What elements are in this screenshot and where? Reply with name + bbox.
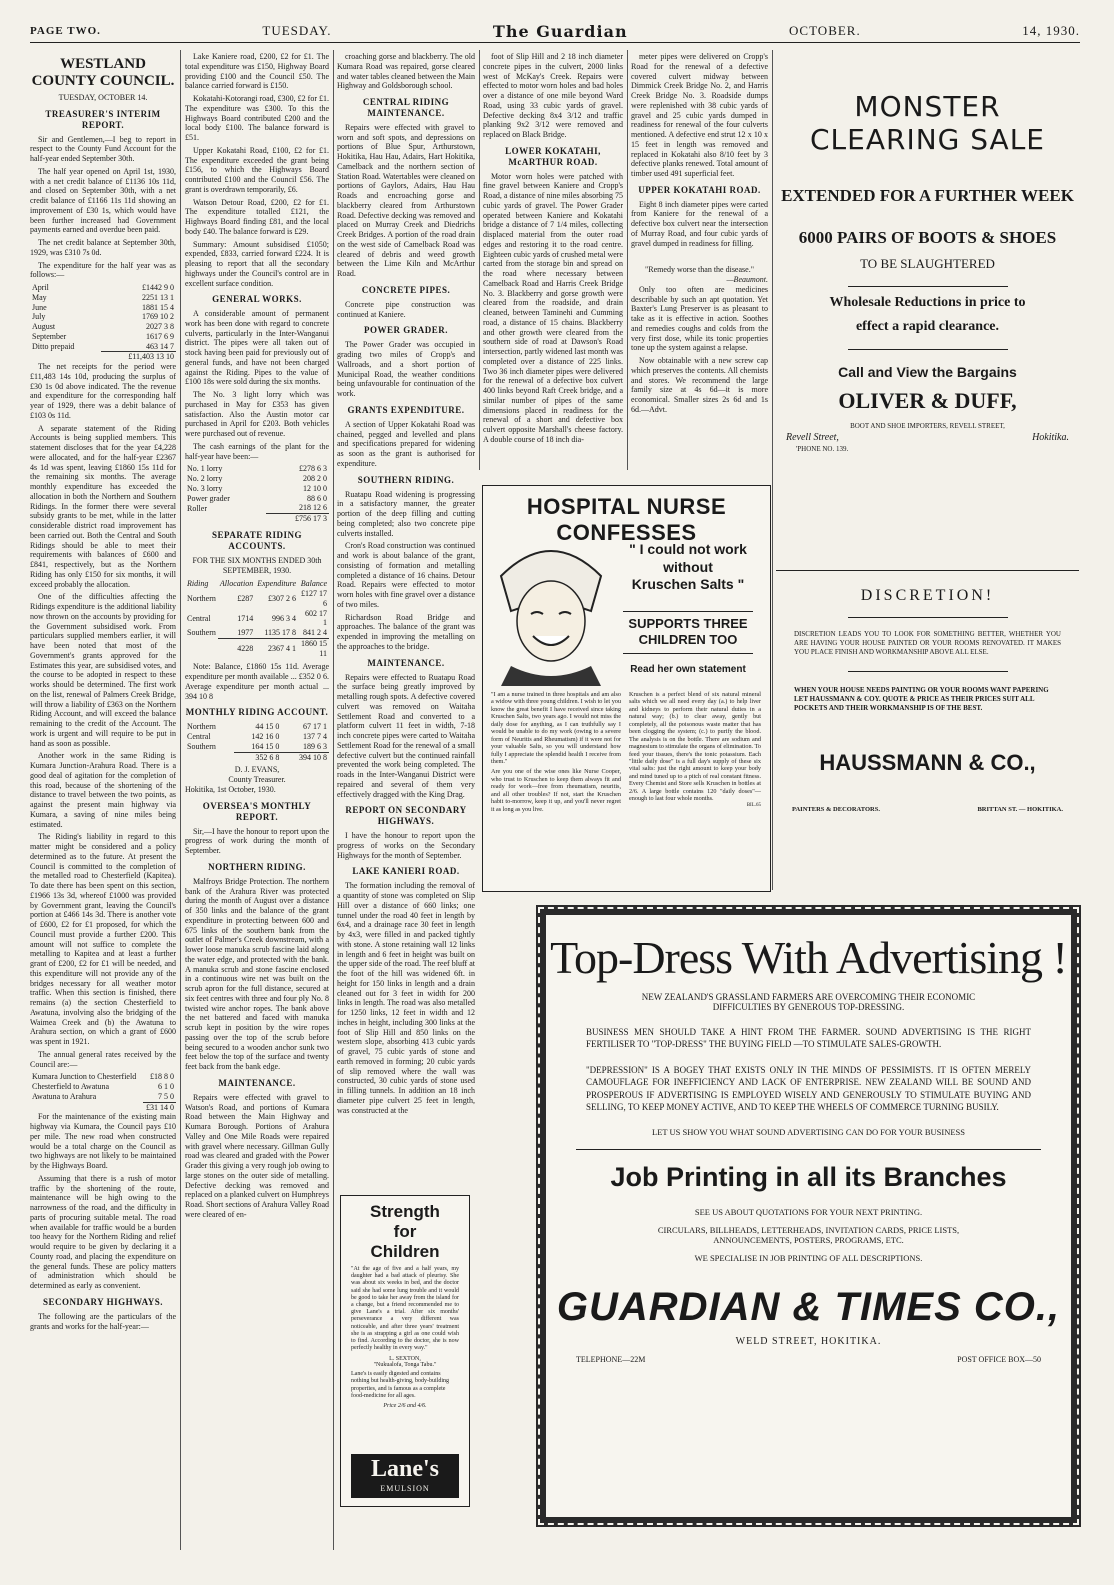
paragraph: meter pipes were delivered on Cropp's Road for the renewal of a defective covered culvert midway between Dimmick Creek Bridge No. 2, and Harris Creek Bridge No. 3. Roadside dumps were replenished with 38 cubic yards of gravel and 25 cubic yards dumped in readiness for renewal of the four culverts mentioned. A defective end strut 12 x 10 x 15 feet in length was removed and replaced in Kokatahi also 8/10 feet by 3 defective planks renewed. Total amount of timber used 491 superficial feet. [631, 52, 768, 178]
section-heading: LAKE KANIERI ROAD. [352, 866, 460, 877]
ad-subheading: 6000 PAIRS OF BOOTS & SHOES [798, 228, 1057, 247]
table-cell: 1135 17 8 [264, 628, 297, 638]
ad-paragraph: BUSINESS MEN SHOULD TAKE A HINT FROM THE FARMER. SOUND ADVERTISING IS THE RIGHT FERTILISER TO "TOP-DRESS" THE BUYING FIELD —TO STIMULATE SALES-GROWTH. [586, 1027, 1031, 1050]
table-cell: Chesterfield to Awatuna [32, 1082, 110, 1092]
table-cell: Northern [187, 722, 216, 732]
section-heading: CONCRETE PIPES. [361, 284, 451, 295]
table-cell: 142 16 0 [251, 732, 280, 742]
ad-contact [576, 1355, 1041, 1364]
section-heading: GENERAL WORKS. [212, 294, 302, 305]
ad-heading: for [393, 1222, 417, 1241]
paragraph: Repairs were effected to Ruatapu Road the surface being greatly improved by metalling rough spots. A defective covered culvert was removed on Waitaha Settlement Road and converted to a platform culvert 11 feet in width, 7-18 inch concrete pipes were carted to Waitaha Settlement Road for the renewal of a small defective culvert but the continued rainfall prevented the work being completed. The roads in the Inter-Wanganui District were repaired and several of them very effectively dragged with the King Drag. [337, 672, 475, 799]
paragraph: "I am a nurse trained in three hospitals and am also a widow with three young children. I wish to let you know the great benefit I have received since taking Kruschen Salts, two years ago. I would not miss the daily dose for anything, as I can truthfully say I would be unable to do my work (owing to a severe form of Neuritis and Rheumatism) if it were not for your valuable Salts, so you will understand how fully I appreciate the splendid health I receive from them." [491, 691, 621, 765]
table-cell: 12 10 0 [303, 483, 327, 493]
column-5 [631, 52, 768, 472]
section-heading: OVERSEA'S MONTHLY REPORT. [202, 800, 312, 822]
paragraph: The cash earnings of the plant for the half-year have been:— [185, 441, 329, 461]
ad-street: Revell Street, [786, 432, 839, 443]
paragraph: The annual general rates received by the Council are:— [30, 1049, 176, 1069]
paragraph: Cron's Road construction was continued and work is about balance of the grant, consisting of formation and metalling completed a distance of 16 chains. Detour Road. Repairs were effected to motor worn holes with fine gravel over a distance of two miles. [337, 541, 475, 609]
table-cell: Central [187, 613, 211, 623]
table-cell: 2027 3 8 [146, 322, 174, 332]
table-cell: 463 14 7 [146, 341, 174, 351]
table-total: 352 6 8 [234, 752, 282, 762]
paragraph: Assuming that there is a rush of motor traffic by the shortening of the route, maintenance will be high owing to the narrowness of the road, and the difficulty in parts of procuring suitable metal. The road when available for traffic would be a burden too heavy for the Northern Riding and relief would require to be given by declaring it a County road, and placing the expenditure on the general funds. These are policy matters of administration which should be determined as early as convenient. [30, 1173, 176, 1291]
table-cell: Roller [187, 503, 207, 513]
quotation-author: —Beaumont. [726, 275, 768, 285]
ad-body: DISCRETION LEADS YOU TO LOOK FOR SOMETHING BETTER, WHETHER YOU ARE HAVING YOUR HOUSE PAINTED OR YOUR ROOMS RENOVATED. IT MAKES YOU PLACE FINISH AND WORKMANSHIP ABOVE ALL ELSE. [794, 630, 1061, 657]
table-cell: No. 2 lorry [187, 474, 223, 484]
table-cell: 1714 [237, 613, 254, 623]
paragraph: The formation including the removal of a quantity of stone was completed on Slip Hill over a distance of 660 links; one tunnel under the road 40 feet in length by 6x4, and a drainage race 30 feet in length by 4x3, were filled in and packed tightly with stone. A stone retaining wall 12 links in length and 6 feet in height was built on the upper side of the road. The reef bluff at the foot of the hill was widened 6ft. in height for 150 links in length and a drain cleaned out for 3 feet in width for 200 links in length. The road was also metalled for 1250 links, 12 feet in width and 12 inches in height, including 300 links at the foot of Slip Hill and 850 links on the western slope, absorbing 413 cubic yards of gravel, 75 cubic yards of stone and earth removed in forming; 20 cubic yards of slip removed where the wall was constructed, 30 cubic yards of stone used in filling tunnels. In addition an 18 inch diameter pipe culvert 25 feet in length, was constructed at the [337, 881, 475, 1115]
paragraph: The expenditure for the half year was as follows:— [30, 260, 176, 280]
ad-quote-line: Kruschen Salts " [631, 576, 745, 592]
monthly-riding-table [185, 722, 329, 762]
table-cell: June [32, 302, 47, 312]
paragraph: Summary: Amount subsidised £1050; expended, £833, carried forward £224. It is pleasing to report that all the secondary highways under the Council's control are in excellent surface condition. [185, 239, 329, 288]
newspaper-title: The Guardian [492, 21, 628, 41]
ad-support [623, 611, 753, 654]
section-heading: REPORT ON SECONDARY HIGHWAYS. [345, 805, 467, 827]
signature-title: County Treasurer. [228, 775, 286, 785]
table-cell: £1442 9 0 [142, 283, 174, 293]
nurse-portrait-icon [491, 536, 611, 686]
table-row [185, 589, 329, 609]
ad-telephone: TELEPHONE—22M [576, 1354, 646, 1364]
ad-quote-line: " I could not work [629, 541, 747, 557]
table-row [185, 742, 329, 752]
ad-line: LET US SHOW YOU WHAT SOUND ADVERTISING CAN DO FOR YOUR BUSINESS [652, 1126, 965, 1137]
dateline: TUESDAY, OCTOBER 14. [58, 93, 148, 102]
paragraph: One of the difficulties affecting the Ridings expenditure is the additional liability now thrown on the accounts by providing for the Government subsidised work. From particulars supplied members earlier, it will have been noted that most of the Government's grants approved for the Estimates this year, are subsidised votes, and the course to be adopted in respect to these works should be determined. The first work on the list, renewal of Palmers Creek Bridge, will throw a liability of £363 on the Northern Riding Account, and will exceed the balance remaining to the credit of the Account. The work is urgent and will require to be put in hand as soon as possible. [30, 592, 176, 748]
paragraph: The net credit balance at September 30th, 1929, was £310 7s 0d. [30, 238, 176, 257]
masthead-day: TUESDAY. [262, 23, 332, 38]
table-row [30, 322, 176, 332]
table-cell: Ditto prepaid [32, 341, 75, 351]
table-row [30, 1072, 176, 1082]
table-cell: Kumara Junction to Chesterfield [32, 1072, 137, 1082]
paragraph: Lake Kaniere road, £200, £2 for £1. The total expenditure was £150, Highway Board providing £100 and the Council £50. The balance carried forward is £150. [185, 52, 329, 91]
ad-firm: HAUSSMANN & CO., [819, 749, 1036, 775]
brand-name: Lane's [370, 1456, 439, 1482]
table-row [30, 312, 176, 322]
ad-body: Lane's is easily digested and contains nothing but health-giving, body-building properties, and is famous as a complete food-medicine for all ages. [351, 1371, 449, 1399]
ad-line: SEE US ABOUT QUOTATIONS FOR YOUR NEXT PRINTING. [694, 1206, 923, 1217]
ad-heading: Strength [370, 1202, 440, 1221]
lanes-brand [351, 1454, 459, 1498]
table-cell: 602 17 1 [305, 608, 327, 628]
paragraph: Ruatapu Road widening is progressing in a satisfactory manner, the greater portion of the deep filling and cutting being completed; also two concrete pipe culverts installed. [337, 489, 475, 538]
masthead-month: OCTOBER. [789, 23, 861, 38]
paragraph: Sir and Gentlemen,—I beg to report in respect to the County Fund Account for the half-year ended September 30th. [30, 134, 176, 164]
paragraph: Eight 8 inch diameter pipes were carted from Kaniere for the renewal of a defective box culvert near the intersection of Murray Road, and four cubic yards of gravel dumped in readiness for filling. [631, 199, 768, 248]
ad-support-line: CHILDREN TOO [638, 632, 738, 648]
ad-footer-right: BRITTAN ST. — HOKITIKA. [977, 805, 1063, 813]
ad-heading: HOSPITAL NURSE CONFESSES [526, 494, 727, 545]
table-cell: Southern [187, 742, 216, 752]
paragraph: The Power Grader was occupied in grading two miles of Cropp's and Wallroads, and a short portion of Municipal Road, the weather conditions being unfavourable for continuation of the work. [337, 340, 475, 399]
ad-address [786, 432, 1069, 443]
table-cell: September [32, 331, 67, 341]
brand-sub: EMULSION [380, 1484, 430, 1493]
masthead [30, 20, 1080, 43]
table-total-row [185, 514, 329, 524]
paragraph: The net receipts for the period were £11,483 14s 10d, producing the surplus of £30 1s 0d above indicated. The the revenue and expenditure for the corresponding half year of 1929, there was a debit balance of £103 0s 11d. [30, 362, 176, 420]
lanes-emulsion-ad [340, 1195, 470, 1507]
paragraph: Another work in the same Riding is Kumara Junction-Arahura Road. There is a good deal of agitation for the completion of this road, because of the shortening of the distance to travel between the two points, as against the present main highway via Kumara, a saving of nine miles being estimated. [30, 751, 176, 829]
paragraph: Watson Detour Road, £200, £2 for £1. The expenditure totalled £121, the Highways Board finding £81, and the local body £40. The balance forward is £29. [185, 197, 329, 236]
column-2 [185, 52, 329, 1552]
table-total-row [30, 352, 176, 362]
section-subheading: FOR THE SIX MONTHS ENDED 30th SEPTEMBER, 1930. [192, 555, 322, 575]
haussmann-ad [776, 570, 1079, 871]
column-4 [483, 52, 623, 472]
table-row [185, 503, 329, 513]
section-heading: SECONDARY HIGHWAYS. [42, 1296, 164, 1307]
ad-line: effect a rapid clearance. [855, 319, 1000, 334]
ad-line: Call and View the Bargains [838, 364, 1017, 380]
paragraph: Kokatahi-Kotorangi road, £300, £2 for £1. The expenditure was £300. To this the Highways Board contributed £200 and the local body £100. The balance forward is £51. [185, 94, 329, 142]
table-total-row [185, 638, 329, 658]
table-cell: Awatuna to Arahura [32, 1092, 97, 1102]
table-cell: 2251 13 1 [142, 292, 174, 302]
page-number: PAGE TWO. [30, 25, 101, 37]
table-total-row [185, 752, 329, 762]
section-heading: POWER GRADER. [363, 325, 448, 336]
table-row [185, 464, 329, 474]
table-total: 4228 [218, 638, 255, 658]
section-heading: SOUTHERN RIDING. [357, 474, 455, 485]
ad-place: "Nukualofa, Tonga Tabu." [373, 1362, 437, 1369]
paragraph: Repairs were effected with gravel to Watson's Road, and portions of Kumara Road between the Main Highway and Kumara Borough. Portions of Arahura Valley and One Mile Roads were repaired with gravel where necessary. Gillman Gully road was cleared and graded with the Power Grader this giving a very rough job owing to large stones on the outer side of metalling. Defective decking was removed and replaced on a planked culvert on Humphreys Road. Short sections of Arahura Valley Road were cleared of en- [185, 1092, 329, 1219]
signature-date: Hokitika, 1st October, 1930. [185, 784, 276, 794]
table-cell: August [32, 322, 56, 332]
ad-heading: Children [370, 1242, 440, 1261]
table-cell: 164 15 0 [251, 741, 280, 751]
table-row [185, 628, 329, 638]
divider [848, 349, 1008, 350]
ad-firm: GUARDIAN & TIMES CO., [556, 1284, 1061, 1329]
table-row [185, 722, 329, 732]
table-cell: Southern [187, 628, 216, 638]
column-1 [30, 52, 176, 1552]
section-heading: MAINTENANCE. [367, 657, 445, 668]
column-rule [479, 50, 480, 470]
table-cell: 208 2 0 [303, 474, 327, 484]
paragraph: A separate statement of the Riding Accounts is being supplied members. This statement discloses that for the year £4,228 were allocated, and for the half-year £2367 4s 1d was spent, leaving £1860 15s 11d for the remaining six months. The average monthly expenditure has exceeded the allocation in both the Northern and Southern Ridings. In the former there were several subsidy grants to be met, while in the latter considerable district road improvement has been carried out. Both the Central and South Ridings should be able to meet their requirements with balances of £600 and £841, respectively, but as the Northern Riding has only £150 for six months, it will exceed probably the allocation. [30, 423, 176, 589]
divider [848, 671, 1008, 672]
table-row [185, 494, 329, 504]
paragraph: Kruschen is a perfect blend of six natural mineral salts which we all need every day (a.) to help liver and kidneys to perform their natural duties in a natural way; (b.) to clear away, gently but completely, all the poisonous waste matter that has been clogging the system; (c.) to purify the blood. The analysis is on the bottle. There are sodium and magnesium to stimulate the organs of elimination. To feed your tissues, there's the tonic potassium. Each "little daily dose" is a full day's supply of these six vital salts: just the right amount to keep your body and mind tuned up to a pitch of real constant fitness. Every Chemist and Store sells Kruschen in bottles at 2/6. A large bottle contains 120 "daily doses"—enough to last four whole months. [629, 691, 762, 803]
ad-read-statement: Read her own statement [630, 664, 746, 675]
section-heading: LOWER KOKATAHI, McARTHUR ROAD. [505, 145, 601, 167]
column-rule [333, 50, 334, 1550]
table-row [185, 732, 329, 742]
table-row [30, 303, 176, 313]
table-total: £756 17 3 [266, 514, 329, 524]
section-heading: CENTRAL RIDING MAINTENANCE. [362, 97, 450, 118]
ad-po-box: POST OFFICE BOX—50 [957, 1354, 1041, 1364]
table-cell: £307 2 6 [268, 594, 297, 604]
table-row [30, 293, 176, 303]
table-row [185, 609, 329, 629]
ad-firm: OLIVER & DUFF, [838, 388, 1017, 413]
paragraph: Richardson Road Bridge and approaches. The balance of the grant was expended in improving the metalling on the approaches to the bridge. [337, 612, 475, 651]
ad-footer-left: PAINTERS & DECORATORS. [792, 805, 880, 813]
table-cell: No. 3 lorry [187, 483, 223, 493]
ad-body: "At the age of five and a half years, my daughter had a bad attack of pleurisy. She was about six weeks in bed, and the doctor said she had some lung trouble and it would be good to take her away from the island for a change, but a friend recommended me to give Lane's a trial. After six months' perseverance a very different was noticeable, and after three years' treatment she is as strapping a girl as one could wish to find. According to the doctor, she is now perfectly healthy in every way." [351, 1266, 459, 1352]
table-row [30, 283, 176, 293]
riding-accounts-table [185, 579, 329, 658]
paragraph: The following are the particulars of the grants and works for the half-year:— [30, 1311, 176, 1331]
paragraph: croaching gorse and blackberry. The old Kumara Road was repaired, gorse cleared and water tables cleaned between the Main Highway and Goldsborough school. [337, 52, 475, 91]
table-total: £31 14 0 [143, 1102, 176, 1112]
ad-heading: Top-Dress With Advertising ! [550, 932, 1067, 983]
table-cell: 996 3 4 [272, 613, 297, 623]
ad-line: BOOT AND SHOE IMPORTERS, REVELL STREET, [850, 422, 1005, 430]
table-cell: April [32, 283, 49, 293]
paragraph: Concrete pipe construction was continued at Kaniere. [337, 299, 475, 319]
table-cell: 1881 15 4 [142, 302, 174, 312]
clearing-sale-ad [776, 52, 1079, 557]
table-cell: £18 8 0 [150, 1072, 174, 1082]
ad-price: Price 2/6 and 4/6. [383, 1403, 427, 1409]
table-cell: 218 12 6 [299, 503, 327, 513]
ad-subheading: EXTENDED FOR A FURTHER WEEK [781, 186, 1074, 205]
table-row [185, 474, 329, 484]
ad-signature: L. SEXTON, [389, 1356, 421, 1363]
table-row [30, 332, 176, 342]
paragraph: A section of Upper Kokatahi Road was chained, pegged and levelled and plans and specifications prepared for widening as soon as the grant is authorised for expenditure. [337, 419, 475, 468]
paragraph: Motor worn holes were patched with fine gravel between Kaniere and Cropp's Road, a distance of nine miles absorbing 75 cubic yards of gravel. The Power Grader operated between Kaniere and Kokatahi bridge a distance of 7 1/4 miles, collecting displaced material from the outer road edges and restoring it to the road centre. Eighteen cubic yards of crushed metal were carted from the storage bin and spread on the road where necessary between Camelback Road and Harris Creek Bridge No. 3. Blackberry and gorse growth were cleared from the roadside, and drain cleaned, between Taminehi and Cumming road, a distance of 15 chains. Blackberry and other growth were cleared from the southern side of road at Dawson's Road intersection, partly widened last month was completed over a distance of 225 links. Two 36 inch diameter pipes were delivered for the renewal of a defective box culvert 400 links beyond Raft Creek bridge, and a similar number of pipes of the same dimensions placed in readiness for the renewal of a short and defective box culvert opposite Marshall's cheese factory. A double course of 18 inch dia- [483, 171, 623, 444]
table-header: Allocation [219, 579, 254, 589]
section-heading: TREASURER'S INTERIM REPORT. [45, 108, 161, 130]
column-rule [772, 50, 773, 890]
table-cell: £127 17 6 [301, 589, 327, 608]
ad-subheading: DIFFICULTIES BY GENEROUS TOP-DRESSING. [712, 1002, 905, 1012]
table-cell: 6 1 0 [158, 1082, 174, 1092]
paragraph: Now obtainable with a new screw cap which preserves the contents. All chemists and stores. We recommend the large family size at 4s 6d—it is more economical. Smaller sizes 2s 6d and 1s 6d.—Advt. [631, 356, 768, 414]
table-cell: Power grader [187, 493, 230, 503]
table-row [30, 342, 176, 352]
kruschen-ad [482, 485, 771, 892]
ad-phone: 'PHONE NO. 139. [796, 445, 849, 453]
section-heading: NORTHERN RIDING. [208, 861, 306, 872]
table-header: Balance [300, 579, 327, 589]
paragraph: Repairs were effected with gravel to worn and soft spots, and depressions on portions of Blue Spur, Arthurstown, Hokitika, Hau Hau, Adairs, Hart Hokitika, Camelback and the northern section of Station Road. Watertables were cleaned on portions of Gaylors, Adairs, Hau Hau Roads and encroaching gorse and blackberry cleared from Arthurstown Road. Defective decking was removed and placed on Murray Creek and Diedrichs Creek Bridges. A portion of the road drain on the west side of Camelback Road was cleared of debris and weed growth between the Lime Kiln and McArthur Road. [337, 122, 475, 279]
section-heading: MAINTENANCE. [218, 1077, 296, 1088]
table-cell: 88 6 0 [307, 493, 327, 503]
table-total: 394 10 8 [281, 752, 329, 762]
table-cell: July [32, 312, 46, 322]
column-rule [180, 50, 181, 1550]
paragraph: Are you one of the wise ones like Nurse Cooper, who trust to Kruschen to keep them always fit and ready for work—free from rheumatism, neuritis, and all other troubles? If not, start the Kruschen habit to-morrow, keep it up, and you'll never regret it as long as you live. [491, 768, 621, 813]
ad-heading: MONSTER [854, 90, 1001, 123]
table-cell: 44 15 0 [255, 722, 280, 732]
ad-line: ANNOUNCEMENTS, POSTERS, PROGRAMS, ETC. [713, 1234, 904, 1245]
column-rule [627, 50, 628, 470]
table-cell: 67 17 1 [303, 722, 327, 732]
ad-paragraph: "DEPRESSION" IS A BOGEY THAT EXISTS ONLY IN THE MINDS OF PESSIMISTS. IT IS OFTEN MERELY CAMOUFLAGE FOR INEFFICIENCY AND LACK OF ENTERPRISE. NEW ZEALAND WILL BE SOUND AND PROSPEROUS IF ADVERTISING IS EMPLOYED WISELY AND GENEROUSLY TO STIMULATE BUYING AND SELLING, TO KEEP MONEY ACTIVE, AND TO KEEP THE WHEELS OF COMMERCE TURNING BUSILY. [586, 1065, 1031, 1112]
section-heading: MONTHLY RIDING ACCOUNT. [185, 707, 329, 718]
paragraph: I have the honour to report upon the progress of works on the Secondary Highways for the month of September. [337, 831, 475, 860]
table-row [30, 1092, 176, 1102]
table-total: 1860 15 11 [298, 638, 329, 658]
ad-town: Hokitika. [1032, 432, 1069, 443]
table-cell: £278 6 3 [299, 464, 327, 474]
ad-line: CIRCULARS, BILLHEADS, LETTERHEADS, INVITATION CARDS, PRICE LISTS, [657, 1224, 960, 1235]
signature-name: D. J. EVANS, [234, 765, 280, 775]
ad-line: WE SPECIALISE IN JOB PRINTING OF ALL DESCRIPTIONS. [694, 1252, 923, 1263]
table-cell: £287 [237, 594, 254, 604]
ad-body-left [491, 691, 621, 813]
ad-code: BIL.65 [746, 802, 761, 808]
table-row [185, 484, 329, 494]
table-total: £11,403 13 10 [101, 352, 176, 362]
divider [848, 617, 1008, 618]
table-header: Expenditure [257, 579, 297, 589]
ad-body: WHEN YOUR HOUSE NEEDS PAINTING OR YOUR ROOMS WANT PAPERING LET HAUSSMANN & COY. QUOTE & PRICE AS THEIR PRICES SUIT ALL POCKETS AND THEIR WORKMANSHIP IS OF THE BEST. [794, 686, 1049, 713]
paragraph: A considerable amount of permanent work has been done with regard to concrete culverts, particularly in the Inter-Wanganui district. The pipes were all taken out of stock having been paid for previously out of general funds, and have not been charged against the Riding. Pipes to the value of £100 18s were sold during the six months. [185, 309, 329, 387]
divider [848, 286, 1008, 287]
ad-support-line: SUPPORTS THREE [628, 616, 748, 631]
paragraph: The No. 3 light lorry which was purchased in May for £353 has given satisfaction. Also the Austin motor car purchased in April for £203. Both vehicles were purchased out of revenue. [185, 390, 329, 439]
table-cell: 7 5 0 [158, 1091, 174, 1101]
table-cell: Central [187, 732, 211, 742]
quotation: "Remedy worse than the disease." [645, 265, 754, 275]
expenditure-table [30, 283, 176, 362]
ad-line: TO BE SLAUGHTERED [860, 256, 995, 271]
ad-quote-line: without [663, 558, 713, 575]
plant-earnings-table [185, 464, 329, 524]
table-header-row [185, 579, 329, 589]
paragraph: foot of Slip Hill and 2 18 inch diameter concrete pipes in the culvert, 2000 links west of McKay's Creek. Repairs were effected to motor worn holes and bad holes over a distance of one mile beyond Ward Road, using 33 cubic yards of gravel. Defective decking 8x4 3/12 and traffic planking 9x2 3/12 were removed and replaced on Black Bridge. [483, 52, 623, 139]
ad-quote [613, 541, 763, 594]
section-heading: SEPARATE RIDING ACCOUNTS. [212, 529, 302, 551]
ad-subheading: NEW ZEALAND'S GRASSLAND FARMERS ARE OVERCOMING THEIR ECONOMIC [641, 992, 976, 1002]
table-cell: 1977 [237, 628, 254, 638]
ad-address: WELD STREET, HOKITIKA. [735, 1335, 882, 1347]
paragraph: For the maintenance of the existing main highway via Kumara, the Council pays £10 per mile. The new road when constructed would be a total charge on the Council as two highways are not likely to be maintained by the Highways Board. [30, 1112, 176, 1171]
ad-line: Wholesale Reductions in price to [829, 295, 1026, 310]
ad-footer [792, 806, 1063, 813]
paragraph: Upper Kokatahi Road, £100, £2 for £1. The expenditure exceeded the grant being £156, to which the Highways Board contributed £100 and the Council £56. The grant is overdrawn temporarily, £6. [185, 145, 329, 194]
table-cell: No. 1 lorry [187, 464, 223, 474]
ad-heading: DISCRETION! [860, 587, 995, 604]
rates-table [30, 1072, 176, 1112]
paragraph: The half year opened on April 1st, 1930, with a net credit balance of £1136 10s 11d, and closed on September 30th, with a net credit balance of £1166 11s 11d showing an improvement of £30 1s, which would have been further increased had Government payments earned and overdue been paid. [30, 166, 176, 235]
table-cell: 137 7 4 [303, 732, 327, 742]
table-cell: 1617 6 9 [146, 331, 174, 341]
table-header: Riding [187, 579, 209, 589]
guardian-times-ad [536, 905, 1081, 1527]
table-cell: Northern [187, 594, 216, 604]
table-cell: 841 2 4 [303, 628, 327, 638]
table-cell: May [32, 292, 47, 302]
ad-heading: Job Printing in all its Branches [610, 1161, 1007, 1192]
table-row [30, 1082, 176, 1092]
table-total-row [30, 1102, 176, 1112]
column-3 [337, 52, 475, 1192]
paragraph: Sir,—I have the honour to report upon the progress of work during the month of September. [185, 826, 329, 856]
paragraph: Only too often are medicines describable by such an apt quotation. Yet Baxter's Lung Preserver is as pleasant to take as it is effective in action. Soothes and remedies coughs and colds from the very first dose, while its tonic properties tone up the system against a relapse. [631, 284, 768, 353]
table-cell: 1769 10 2 [142, 312, 174, 322]
section-heading: UPPER KOKATAHI ROAD. [638, 184, 761, 195]
section-heading: GRANTS EXPENDITURE. [347, 404, 465, 415]
masthead-date: 14, 1930. [1022, 23, 1080, 38]
paragraph: Malfroys Bridge Protection. The northern bank of the Arahura River was protected during the month of August over a distance of 350 links and the balance of the grant expenditure in protecting between 600 and 675 links of the southern bank from the outlet of Palmer's Creek downstream, with a lower loose manuka scrub fascine laid along the water edge, and protected with the bank. A manuka scrub and stone fascine enclosed in a continuous wire net was built on the scrub apron for the full distance, secured at six feet centres with three and four ply No. 8 twisted wire anchor ropes. The bank above the net battered and faced with manuka scrub kept in position by the wire ropes passing over the top of the scrub before being secured to a wooden anchor sunk two feet below the top of the surface and twenty feet back from the bank edge. [185, 876, 329, 1072]
ad-body-right [629, 691, 761, 809]
table-total: 2367 4 1 [255, 638, 298, 658]
paragraph: Note: Balance, £1860 15s 11d. Average expenditure per month available ... £352 0 6. Average expenditure per month actual ... 394 10 8 [185, 662, 329, 701]
divider [576, 1149, 1041, 1150]
table-cell: 189 6 3 [303, 741, 327, 751]
article-heading: WESTLAND COUNTY COUNCIL. [31, 56, 175, 89]
paragraph: The Riding's liability in regard to this matter might be considered and a policy determined as to the future. At present the Council is committed to the completion of the metalled road to Chesterfield (Kapitea). To date there has been spent on this section, £1966 13s 3d, whereof £1000 was provided by Government grant, leaving the Council's portion at £466 14s 3d. There is another vote of £600, £2 for £1 proposed, for which the Council must provide a further £200. This amount will not suffice to complete the metalling to Kapitea and at least a further grant of £200, £2 for £1 will be needed, and this expenditure will not provide any of the bridges necessary for all weather motor traffic. When this section is finished, there remains (a) the section Chesterfield to Awatuna, involving also the bridging of the Waimea Creek and (b) the Awatuna to Arahura section, on which a grant of £600 was spent in 1921. [30, 832, 176, 1047]
ad-heading: CLEARING SALE [810, 123, 1045, 156]
